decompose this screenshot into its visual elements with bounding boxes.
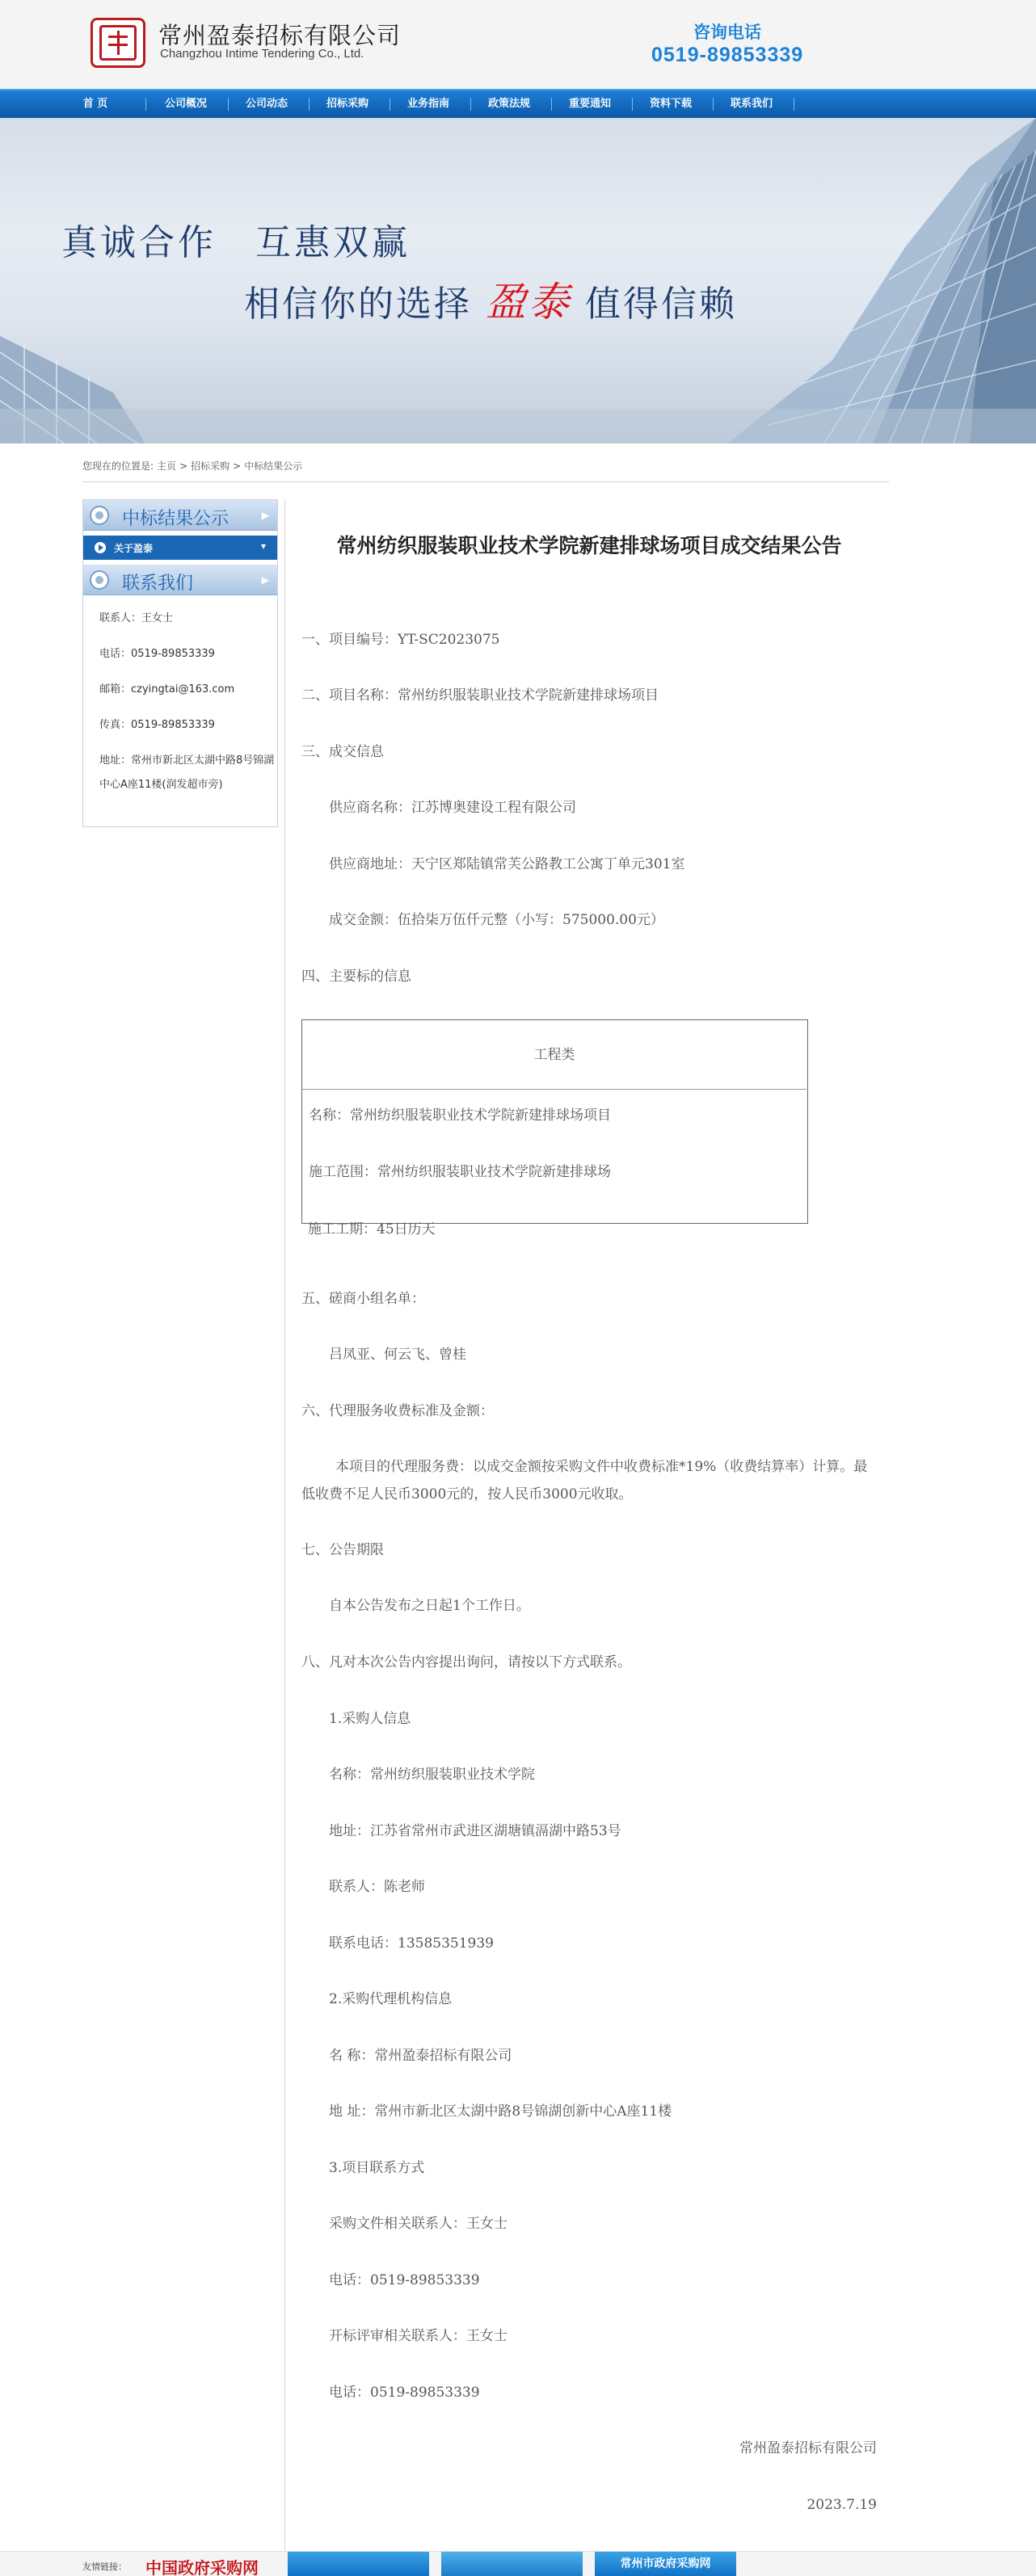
breadcrumb-separator: > [179,460,188,472]
deal-amount: 成交金额：伍拾柒万伍仟元整（小写：575000.00元） [329,912,664,928]
table-header: 工程类 [302,1020,806,1090]
agency-name: 名 称：常州盈泰招标有限公司 [329,2048,512,2064]
subject-table [301,1019,808,1224]
breadcrumb-separator: > [233,460,242,472]
doc-phone: 电话：0519-89853339 [329,2272,480,2288]
supplier-name: 供应商名称：江苏博奥建设工程有限公司 [329,800,576,816]
company-logo[interactable] [91,18,145,68]
nav-item-guide[interactable]: 业务指南 [406,98,449,110]
slogan-brand: 盈泰 [486,279,571,326]
nav-item-home[interactable]: 首 页 [82,98,108,110]
slogan-part: 相信你的选择 [244,284,472,325]
article-section-5: 五、磋商小组名单： [301,1291,425,1307]
sidebar-email[interactable]: 邮箱：czyingtai@163.com [99,683,235,695]
sidebar-item-label: 关于盈泰 [114,543,154,554]
play-icon [95,542,106,553]
article-title: 常州纺织服装职业技术学院新建排球场项目成交结果公告 [336,534,842,557]
arrow-icon: ▶ [261,510,269,521]
link-logo-3[interactable] [441,2552,583,2576]
publish-date: 2023.7.19 [806,2497,877,2513]
nav-separator [309,98,310,111]
article-section-3: 三、成交信息 [301,744,384,760]
breadcrumb-current[interactable]: 中标结果公示 [244,460,303,472]
nav-item-contact[interactable]: 联系我们 [730,98,773,110]
purchaser-name: 名称：常州纺织服装职业技术学院 [329,1767,535,1783]
hotline-label: 咨询电话 [693,23,761,42]
sidebar [82,499,278,827]
footer-links [0,2551,1036,2576]
sidebar-section-title: 联系我们 [122,574,194,594]
article-section-1: 一、项目编号：YT-SC2023075 [301,632,500,648]
article-section-2: 二、项目名称：常州纺织服装职业技术学院新建排球场项目 [301,687,659,704]
link-logo-2[interactable] [288,2552,429,2576]
nav-item-procurement[interactable]: 招标采购 [326,98,368,110]
article-section-6: 六、代理服务收费标准及金额： [301,1403,494,1419]
banner-slogan-2 [244,270,737,328]
breadcrumb [82,459,305,473]
nav-item-about[interactable]: 公司概况 [164,98,207,110]
panel-members: 吕凤亚、何云飞、曾桂 [329,1347,466,1363]
nav-separator [470,98,471,111]
nav-separator [632,98,633,111]
article-section-7: 七、公告期限 [301,1542,384,1558]
doc-contact: 采购文件相关联系人：王女士 [329,2216,507,2232]
purchaser-address: 地址：江苏省常州市武进区湖塘镇滆湖中路53号 [329,1823,621,1839]
nav-item-policy[interactable]: 政策法规 [487,98,530,110]
breadcrumb-prefix: 您现在的位置是: [82,460,154,472]
supplier-address: 供应商地址：天宁区郑陆镇常芙公路教工公寓丁单元301室 [329,856,685,872]
article-section-8: 八、凡对本次公告内容提出询问，请按以下方式联系。 [301,1654,631,1670]
nav-separator [145,98,146,111]
globe-icon [90,506,109,525]
fee-description: 本项目的代理服务费：以成交金额按采购文件中收费标准*19%（收费结算率）计算。最低收费不足人民币3000元的，按人民币3000元收取。 [301,1459,868,1502]
breadcrumb-home[interactable]: 主页 [157,460,177,472]
table-row: 施工范围：常州纺织服装职业技术学院新建排球场 [309,1164,611,1180]
signature: 常州盈泰招标有限公司 [739,2440,877,2456]
company-name-en: Changzhou Intime Tendering Co., Ltd. [160,47,364,61]
nav-separator [228,98,229,111]
sidebar-contact-person: 联系人：王女士 [99,612,174,624]
table-row: 名称：常州纺织服装职业技术学院新建排球场项目 [309,1107,611,1124]
nav-item-downloads[interactable]: 资料下载 [649,98,692,110]
nav-separator [713,98,714,111]
hotline-number: 0519-89853339 [651,44,804,66]
sidebar-fax: 传真：0519-89853339 [99,719,215,731]
link-czgp[interactable]: 常州市政府采购网 [595,2552,736,2576]
breadcrumb-procurement[interactable]: 招标采购 [191,460,230,472]
arrow-icon: ▶ [261,574,269,586]
sidebar-phone: 电话：0519-89853339 [99,648,215,660]
notice-period: 自本公告发布之日起1个工作日。 [329,1598,530,1614]
banner-slogan-1: 真诚合作 互惠双赢 [61,222,411,263]
hero-banner [0,118,1036,443]
sidebar-section-results[interactable] [83,500,277,531]
article-section-4: 四、主要标的信息 [301,969,411,985]
globe-icon [90,570,109,590]
nav-item-news[interactable]: 公司动态 [245,98,288,110]
purchaser-contact: 联系人：陈老师 [329,1879,425,1895]
slogan-part: 值得信赖 [585,284,737,325]
eval-phone: 电话：0519-89853339 [329,2385,480,2401]
links-label: 友情链接： [82,2561,127,2572]
content-divider [284,499,285,2559]
sidebar-address: 地址：常州市新北区太湖中路8号锦湖中心A座11楼(润发超市旁) [99,754,275,791]
site-header [0,0,1036,89]
sidebar-section-title: 中标结果公示 [122,509,230,529]
sidebar-section-contact[interactable] [83,565,277,595]
contact-heading-2: 2.采购代理机构信息 [329,1991,453,2007]
nav-item-notices[interactable]: 重要通知 [568,98,611,110]
sidebar-item-about[interactable] [83,536,277,560]
chevron-down-icon: ▾ [260,540,266,552]
contact-heading-1: 1.采购人信息 [329,1711,411,1727]
agency-address: 地 址：常州市新北区太湖中路8号锦湖创新中心A座11楼 [329,2103,672,2120]
contact-heading-3: 3.项目联系方式 [329,2160,425,2176]
company-name-cn: 常州盈泰招标有限公司 [158,22,402,49]
link-ccgp[interactable]: 中国政府采购网 [145,2558,259,2576]
nav-separator [551,98,552,111]
main-nav [0,89,1036,118]
table-row: 施工工期：45日历天 [308,1221,436,1238]
purchaser-phone: 联系电话：13585351939 [329,1935,494,1952]
breadcrumb-divider [82,481,889,482]
eval-contact: 开标评审相关联系人：王女士 [329,2328,507,2344]
